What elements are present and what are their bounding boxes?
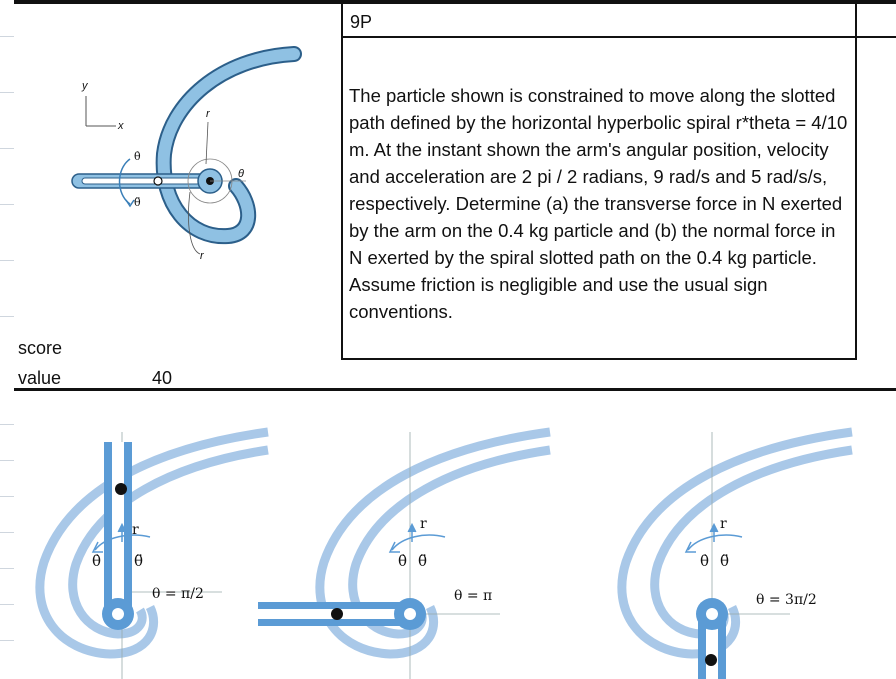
problem-box-left-border — [341, 4, 343, 360]
problem-box-right-border — [855, 4, 857, 360]
diagram2-theta-dot: θ̇ — [398, 552, 408, 570]
row-gridline — [0, 92, 14, 93]
diagram1-theta-dot: θ̇ — [92, 552, 102, 570]
diagram3-theta-value: θ = 3π/2 — [756, 592, 817, 608]
problem-id: 9P — [350, 12, 373, 32]
diagram1-theta-ddot: θ̈ — [134, 552, 144, 570]
theta-ddot-label: θ̈ — [134, 196, 141, 209]
diagram-theta-pi-over-2 — [40, 432, 268, 679]
row-gridline — [0, 36, 14, 37]
row-gridline — [0, 204, 14, 205]
diagram1-r-label: r — [132, 522, 139, 538]
diagram2-theta-ddot: θ̈ — [418, 552, 428, 570]
row-gridline — [0, 148, 14, 149]
x-axis-label: x — [118, 120, 124, 132]
diagram2-r-label: r — [420, 516, 427, 532]
diagram3-theta-dot: θ̇ — [700, 552, 710, 570]
row-gridline — [0, 316, 14, 317]
diagram2-theta-value: θ = π — [454, 588, 493, 604]
r-label: r — [200, 250, 204, 262]
theta-dot-label: θ̇ — [134, 150, 141, 163]
problem-statement: The particle shown is constrained to move along the slotted path defined by the horizontal hyperbolic spiral r*theta = 4/10 m. At the instant shown the arm's angular position, velocity and acceleration are 2 pi / 2 radians, 9 rad/s and 5 rad/s/s, respectively. Determine (a) the transverse force in N exerted by the arm on the 0.4 kg particle and (b) the normal force in N exerted by the spiral slotted path on the 0.4 kg particle. Assume friction is negligible and use the usual sign conventions. — [349, 85, 848, 322]
top-border — [14, 0, 896, 4]
r-label: r — [206, 108, 210, 120]
problem-figure — [50, 14, 334, 292]
row-gridline — [0, 260, 14, 261]
score-label: score — [18, 338, 63, 358]
diagram3-theta-ddot: θ̈ — [720, 552, 730, 570]
value-label: value — [18, 368, 62, 388]
section-divider — [14, 388, 896, 391]
theta-label: θ — [238, 168, 244, 180]
problem-box-bottom-border — [341, 358, 857, 360]
diagram1-theta-value: θ = π/2 — [152, 586, 204, 602]
y-axis-label: y — [82, 80, 88, 92]
value-number: 40 — [152, 368, 173, 388]
problem-id-divider — [341, 36, 896, 38]
diagram3-r-label: r — [720, 516, 727, 532]
diagram-theta-3pi-over-2 — [622, 432, 852, 679]
